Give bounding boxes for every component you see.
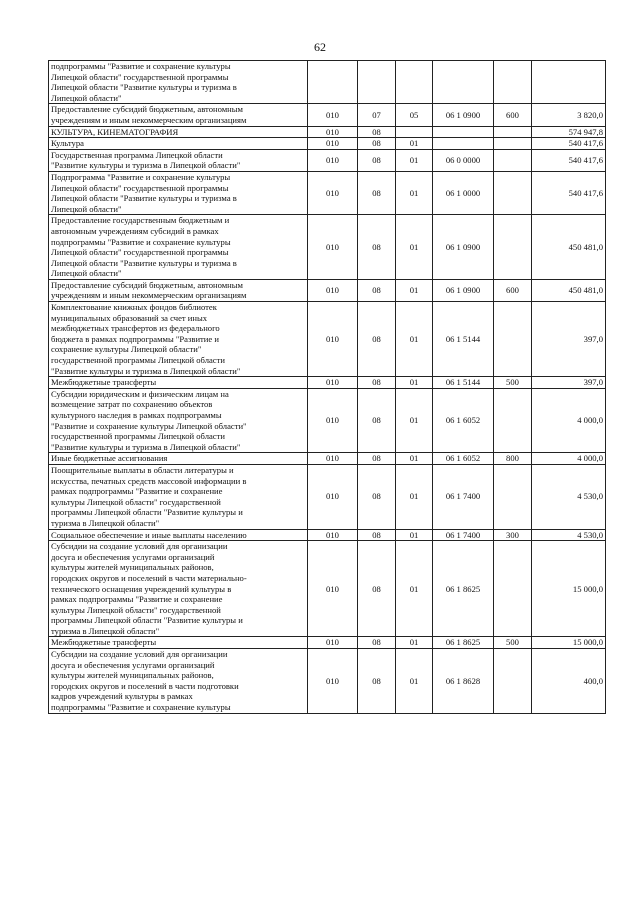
row-amount-cell: 540 417,6 bbox=[532, 138, 606, 150]
row-ministry-code-cell: 010 bbox=[308, 279, 358, 301]
row-section-code-cell bbox=[358, 61, 396, 104]
row-expense-type-cell: 500 bbox=[494, 377, 532, 389]
row-name-cell: Субсидии на создание условий для организации досуга и обеспечения услугами организаций культуры жителей муниципальных районов, городских округов и поселений в части материально- технического оснащения учреждений культуры в рамках подпрограммы "Развитие и сохранение культуры Липецкой области" государственной программы Липецкой области "Развитие культуры и туризма в Липецкой области" bbox=[49, 541, 308, 637]
row-ministry-code-cell: 010 bbox=[308, 302, 358, 377]
row-expense-type-cell bbox=[494, 464, 532, 529]
row-ministry-code-cell: 010 bbox=[308, 388, 358, 453]
table-row bbox=[49, 279, 606, 301]
table-row bbox=[49, 149, 606, 171]
row-subsection-code-cell: 01 bbox=[396, 377, 433, 389]
budget-table bbox=[48, 60, 606, 714]
row-target-article-cell: 06 1 0900 bbox=[433, 104, 494, 126]
page-number: 62 bbox=[314, 40, 326, 54]
row-amount-cell: 540 417,6 bbox=[532, 171, 606, 214]
row-ministry-code-cell: 010 bbox=[308, 464, 358, 529]
row-ministry-code-cell: 010 bbox=[308, 541, 358, 637]
row-subsection-code-cell: 01 bbox=[396, 637, 433, 649]
row-target-article-cell: 06 1 8625 bbox=[433, 541, 494, 637]
row-name-cell: Подпрограмма "Развитие и сохранение культуры Липецкой области" государственной программы Липецкой области "Развитие культуры и туризма в Липецкой области" bbox=[49, 171, 308, 214]
row-name-cell: Комплектование книжных фондов библиотек муниципальных образований за счет иных межбюджетных трансфертов из федерального бюджета в рамках подпрограммы "Развитие и сохранение культуры Липецкой области" государственной программы Липецкой области "Развитие культуры и туризма в Липецкой области" bbox=[49, 302, 308, 377]
row-expense-type-cell bbox=[494, 126, 532, 138]
row-target-article-cell: 06 1 0900 bbox=[433, 215, 494, 280]
row-ministry-code-cell: 010 bbox=[308, 529, 358, 541]
row-section-code-cell: 08 bbox=[358, 171, 396, 214]
row-target-article-cell: 06 1 6052 bbox=[433, 388, 494, 453]
row-ministry-code-cell: 010 bbox=[308, 453, 358, 465]
row-name-cell: Предоставление субсидий бюджетным, автономным учреждениям и иным некоммерческим организациям bbox=[49, 279, 308, 301]
row-target-article-cell: 06 1 8625 bbox=[433, 637, 494, 649]
row-name-cell: КУЛЬТУРА, КИНЕМАТОГРАФИЯ bbox=[49, 126, 308, 138]
row-expense-type-cell: 800 bbox=[494, 453, 532, 465]
row-section-code-cell: 08 bbox=[358, 149, 396, 171]
row-amount-cell: 450 481,0 bbox=[532, 215, 606, 280]
row-subsection-code-cell: 01 bbox=[396, 215, 433, 280]
row-section-code-cell: 08 bbox=[358, 138, 396, 150]
row-name-cell: подпрограммы "Развитие и сохранение культуры Липецкой области" государственной программы Липецкой области "Развитие культуры и туризма в Липецкой области" bbox=[49, 61, 308, 104]
table-row bbox=[49, 453, 606, 465]
row-expense-type-cell bbox=[494, 302, 532, 377]
row-target-article-cell: 06 1 7400 bbox=[433, 464, 494, 529]
row-amount-cell bbox=[532, 61, 606, 104]
row-target-article-cell bbox=[433, 61, 494, 104]
row-name-cell: Межбюджетные трансферты bbox=[49, 377, 308, 389]
row-expense-type-cell bbox=[494, 388, 532, 453]
row-expense-type-cell: 600 bbox=[494, 104, 532, 126]
row-subsection-code-cell: 01 bbox=[396, 302, 433, 377]
table-row bbox=[49, 171, 606, 214]
row-expense-type-cell bbox=[494, 541, 532, 637]
row-expense-type-cell bbox=[494, 61, 532, 104]
row-subsection-code-cell: 05 bbox=[396, 104, 433, 126]
row-target-article-cell: 06 1 0900 bbox=[433, 279, 494, 301]
row-amount-cell: 4 530,0 bbox=[532, 529, 606, 541]
row-amount-cell: 574 947,8 bbox=[532, 126, 606, 138]
row-ministry-code-cell: 010 bbox=[308, 637, 358, 649]
row-ministry-code-cell: 010 bbox=[308, 126, 358, 138]
row-section-code-cell: 08 bbox=[358, 649, 396, 714]
row-expense-type-cell: 500 bbox=[494, 637, 532, 649]
row-section-code-cell: 08 bbox=[358, 388, 396, 453]
row-amount-cell: 397,0 bbox=[532, 302, 606, 377]
row-subsection-code-cell: 01 bbox=[396, 541, 433, 637]
table-row bbox=[49, 464, 606, 529]
row-ministry-code-cell: 010 bbox=[308, 171, 358, 214]
row-section-code-cell: 08 bbox=[358, 453, 396, 465]
row-section-code-cell: 08 bbox=[358, 637, 396, 649]
row-amount-cell: 4 000,0 bbox=[532, 453, 606, 465]
row-section-code-cell: 08 bbox=[358, 215, 396, 280]
row-section-code-cell: 07 bbox=[358, 104, 396, 126]
row-section-code-cell: 08 bbox=[358, 126, 396, 138]
row-subsection-code-cell: 01 bbox=[396, 529, 433, 541]
row-subsection-code-cell bbox=[396, 126, 433, 138]
row-target-article-cell: 06 1 7400 bbox=[433, 529, 494, 541]
row-amount-cell: 4 530,0 bbox=[532, 464, 606, 529]
table-row bbox=[49, 637, 606, 649]
row-section-code-cell: 08 bbox=[358, 464, 396, 529]
table-row bbox=[49, 61, 606, 104]
row-expense-type-cell bbox=[494, 215, 532, 280]
table-row bbox=[49, 126, 606, 138]
row-ministry-code-cell: 010 bbox=[308, 215, 358, 280]
row-subsection-code-cell: 01 bbox=[396, 138, 433, 150]
row-ministry-code-cell: 010 bbox=[308, 138, 358, 150]
row-ministry-code-cell: 010 bbox=[308, 377, 358, 389]
table-row bbox=[49, 377, 606, 389]
row-subsection-code-cell: 01 bbox=[396, 649, 433, 714]
row-name-cell: Социальное обеспечение и иные выплаты населению bbox=[49, 529, 308, 541]
row-amount-cell: 540 417,6 bbox=[532, 149, 606, 171]
row-expense-type-cell: 300 bbox=[494, 529, 532, 541]
table-row bbox=[49, 215, 606, 280]
row-ministry-code-cell: 010 bbox=[308, 649, 358, 714]
row-subsection-code-cell: 01 bbox=[396, 171, 433, 214]
row-ministry-code-cell bbox=[308, 61, 358, 104]
table-row bbox=[49, 302, 606, 377]
row-name-cell: Предоставление субсидий бюджетным, автономным учреждениям и иным некоммерческим организациям bbox=[49, 104, 308, 126]
row-target-article-cell: 06 1 5144 bbox=[433, 302, 494, 377]
row-target-article-cell bbox=[433, 138, 494, 150]
row-section-code-cell: 08 bbox=[358, 377, 396, 389]
row-amount-cell: 397,0 bbox=[532, 377, 606, 389]
table-row bbox=[49, 529, 606, 541]
row-section-code-cell: 08 bbox=[358, 279, 396, 301]
row-target-article-cell: 06 1 8628 bbox=[433, 649, 494, 714]
row-subsection-code-cell bbox=[396, 61, 433, 104]
row-target-article-cell: 06 1 0000 bbox=[433, 171, 494, 214]
row-ministry-code-cell: 010 bbox=[308, 104, 358, 126]
row-expense-type-cell bbox=[494, 149, 532, 171]
table-row bbox=[49, 649, 606, 714]
row-section-code-cell: 08 bbox=[358, 529, 396, 541]
budget-table-body bbox=[49, 61, 606, 714]
row-amount-cell: 3 820,0 bbox=[532, 104, 606, 126]
row-subsection-code-cell: 01 bbox=[396, 279, 433, 301]
row-target-article-cell: 06 0 0000 bbox=[433, 149, 494, 171]
row-amount-cell: 400,0 bbox=[532, 649, 606, 714]
row-name-cell: Предоставление государственным бюджетным и автономным учреждениям субсидий в рамках подпрограммы "Развитие и сохранение культуры Липецкой области" государственной программы Липецкой области "Развитие культуры и туризма в Липецкой области" bbox=[49, 215, 308, 280]
row-expense-type-cell: 600 bbox=[494, 279, 532, 301]
row-name-cell: Культура bbox=[49, 138, 308, 150]
row-subsection-code-cell: 01 bbox=[396, 464, 433, 529]
row-name-cell: Субсидии на создание условий для организации досуга и обеспечения услугами организаций культуры жителей муниципальных районов, городских округов и поселений в части подготовки кадров учреждений культуры в рамках подпрограммы "Развитие и сохранение культуры bbox=[49, 649, 308, 714]
row-subsection-code-cell: 01 bbox=[396, 453, 433, 465]
row-amount-cell: 15 000,0 bbox=[532, 637, 606, 649]
row-target-article-cell: 06 1 5144 bbox=[433, 377, 494, 389]
row-name-cell: Поощрительные выплаты в области литературы и искусства, печатных средств массовой информации в рамках подпрограммы "Развитие и сохранение культуры Липецкой области" государственной программы Липецкой области "Развитие культуры и туризма в Липецкой области" bbox=[49, 464, 308, 529]
row-name-cell: Субсидии юридическим и физическим лицам на возмещение затрат по сохранению объектов культурного наследия в рамках подпрограммы "Развитие и сохранение культуры Липецкой области" государственной программы Липецкой области "Развитие культуры и туризма в Липецкой области" bbox=[49, 388, 308, 453]
table-row bbox=[49, 104, 606, 126]
row-expense-type-cell bbox=[494, 171, 532, 214]
row-target-article-cell: 06 1 6052 bbox=[433, 453, 494, 465]
row-amount-cell: 15 000,0 bbox=[532, 541, 606, 637]
row-expense-type-cell bbox=[494, 649, 532, 714]
row-target-article-cell bbox=[433, 126, 494, 138]
row-section-code-cell: 08 bbox=[358, 302, 396, 377]
row-section-code-cell: 08 bbox=[358, 541, 396, 637]
table-row bbox=[49, 388, 606, 453]
row-name-cell: Государственная программа Липецкой области "Развитие культуры и туризма в Липецкой области" bbox=[49, 149, 308, 171]
row-amount-cell: 4 000,0 bbox=[532, 388, 606, 453]
table-row bbox=[49, 541, 606, 637]
row-name-cell: Межбюджетные трансферты bbox=[49, 637, 308, 649]
row-name-cell: Иные бюджетные ассигнования bbox=[49, 453, 308, 465]
row-subsection-code-cell: 01 bbox=[396, 388, 433, 453]
row-amount-cell: 450 481,0 bbox=[532, 279, 606, 301]
row-ministry-code-cell: 010 bbox=[308, 149, 358, 171]
row-subsection-code-cell: 01 bbox=[396, 149, 433, 171]
table-row bbox=[49, 138, 606, 150]
row-expense-type-cell bbox=[494, 138, 532, 150]
